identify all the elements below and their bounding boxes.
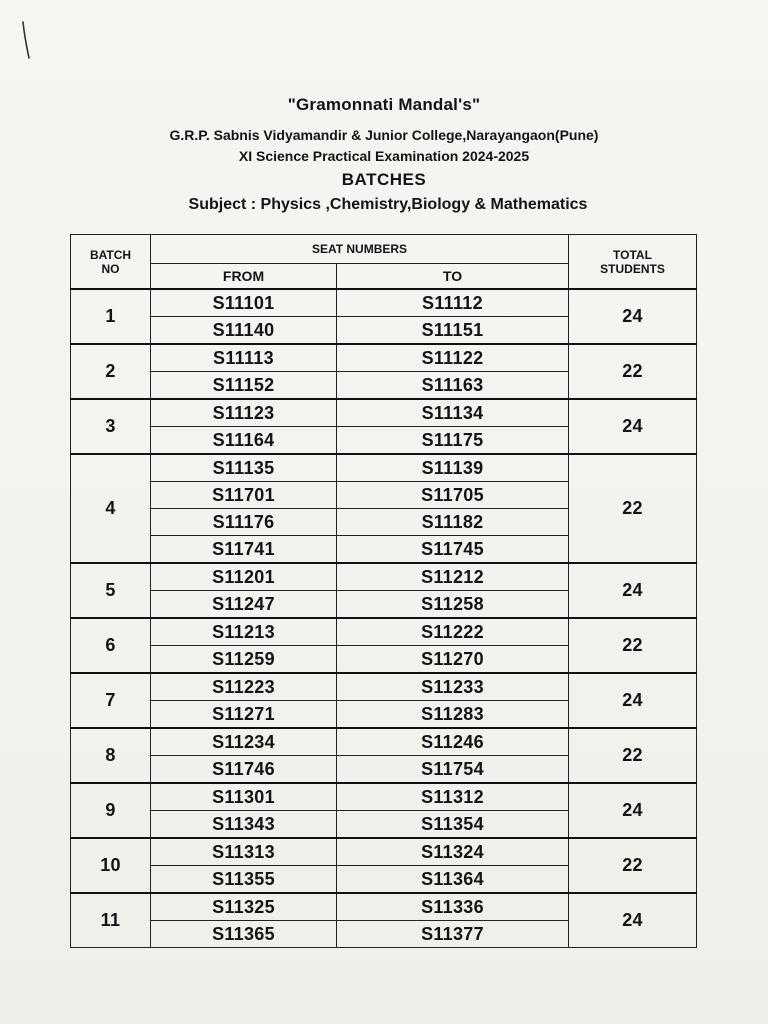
- batch-number-cell: 10: [71, 838, 151, 893]
- seat-to-cell: S11212: [337, 563, 569, 591]
- seat-to-cell: S11377: [337, 921, 569, 948]
- table-row: [71, 728, 697, 756]
- seat-to-cell: S11364: [337, 866, 569, 894]
- seat-from-cell: S11101: [151, 289, 337, 317]
- seat-to-cell: S11258: [337, 591, 569, 619]
- batch-number-cell: 3: [71, 399, 151, 454]
- batch-number-cell: 7: [71, 673, 151, 728]
- seat-to-cell: S11182: [337, 509, 569, 536]
- seat-to-cell: S11163: [337, 372, 569, 400]
- seat-from-cell: S11213: [151, 618, 337, 646]
- seat-from-cell: S11234: [151, 728, 337, 756]
- seat-from-cell: S11701: [151, 482, 337, 509]
- table-row: [71, 673, 697, 701]
- batch-number-cell: 8: [71, 728, 151, 783]
- seat-numbers-header: SEAT NUMBERS: [151, 235, 569, 264]
- to-header: TO: [337, 264, 569, 290]
- batches-table: [70, 234, 697, 948]
- seat-to-cell: S11283: [337, 701, 569, 729]
- seat-to-cell: S11354: [337, 811, 569, 839]
- seat-to-cell: S11312: [337, 783, 569, 811]
- batch-number-cell: 11: [71, 893, 151, 948]
- seat-to-cell: S11222: [337, 618, 569, 646]
- total-header-line1: TOTAL: [613, 247, 652, 262]
- pen-stroke-mark: [20, 20, 34, 62]
- table-row: [71, 618, 697, 646]
- seat-to-cell: S11745: [337, 536, 569, 564]
- table-row: [71, 454, 697, 482]
- batch-number-cell: 1: [71, 289, 151, 344]
- seat-from-cell: S11741: [151, 536, 337, 564]
- total-students-cell: 22: [569, 838, 697, 893]
- total-header-line2: STUDENTS: [600, 261, 665, 276]
- organization-name: "Gramonnati Mandal's": [287, 95, 481, 114]
- total-students-cell: 24: [569, 289, 697, 344]
- seat-from-cell: S11140: [151, 317, 337, 345]
- seat-to-cell: S11139: [337, 454, 569, 482]
- seat-from-cell: S11301: [151, 783, 337, 811]
- table-row: [71, 783, 697, 811]
- exam-title: XI Science Practical Examination 2024-2025: [238, 148, 530, 164]
- batch-number-cell: 6: [71, 618, 151, 673]
- table-row: [71, 289, 697, 317]
- seat-from-cell: S11325: [151, 893, 337, 921]
- seat-from-cell: S11201: [151, 563, 337, 591]
- seat-from-cell: S11176: [151, 509, 337, 536]
- table-row: [71, 344, 697, 372]
- total-students-cell: 24: [569, 673, 697, 728]
- seat-from-cell: S11746: [151, 756, 337, 784]
- table-row: [71, 399, 697, 427]
- seat-from-cell: S11271: [151, 701, 337, 729]
- total-students-header: [569, 235, 697, 290]
- total-students-cell: 24: [569, 399, 697, 454]
- table-row: [71, 893, 697, 921]
- batch-header-line2: NO: [101, 261, 120, 276]
- seat-from-cell: S11247: [151, 591, 337, 619]
- seat-to-cell: S11705: [337, 482, 569, 509]
- total-students-cell: 22: [569, 728, 697, 783]
- seat-to-cell: S11270: [337, 646, 569, 674]
- seat-to-cell: S11754: [337, 756, 569, 784]
- seat-to-cell: S11336: [337, 893, 569, 921]
- from-header: FROM: [151, 264, 337, 290]
- seat-from-cell: S11365: [151, 921, 337, 948]
- batch-number-cell: 4: [71, 454, 151, 563]
- seat-to-cell: S11122: [337, 344, 569, 372]
- seat-from-cell: S11355: [151, 866, 337, 894]
- total-students-cell: 22: [569, 618, 697, 673]
- total-students-cell: 24: [569, 783, 697, 838]
- seat-from-cell: S11259: [151, 646, 337, 674]
- seat-to-cell: S11151: [337, 317, 569, 345]
- total-students-cell: 24: [569, 563, 697, 618]
- seat-to-cell: S11112: [337, 289, 569, 317]
- seat-to-cell: S11233: [337, 673, 569, 701]
- college-name: G.R.P. Sabnis Vidyamandir & Junior College,Narayangaon(Pune): [169, 127, 599, 143]
- batches-table-body: [71, 289, 697, 948]
- seat-from-cell: S11135: [151, 454, 337, 482]
- subject-line: Subject : Physics ,Chemistry,Biology & Mathematics: [188, 196, 588, 213]
- page-title: BATCHES: [341, 170, 427, 189]
- batch-no-header: [71, 235, 151, 290]
- table-row: [71, 563, 697, 591]
- seat-to-cell: S11246: [337, 728, 569, 756]
- seat-from-cell: S11313: [151, 838, 337, 866]
- table-row: [71, 838, 697, 866]
- seat-from-cell: S11223: [151, 673, 337, 701]
- seat-from-cell: S11113: [151, 344, 337, 372]
- seat-from-cell: S11343: [151, 811, 337, 839]
- total-students-cell: 22: [569, 344, 697, 399]
- seat-from-cell: S11164: [151, 427, 337, 455]
- batch-header-line1: BATCH: [89, 247, 132, 262]
- seat-to-cell: S11324: [337, 838, 569, 866]
- total-students-cell: 22: [569, 454, 697, 563]
- batch-number-cell: 2: [71, 344, 151, 399]
- seat-from-cell: S11123: [151, 399, 337, 427]
- seat-to-cell: S11134: [337, 399, 569, 427]
- batch-number-cell: 9: [71, 783, 151, 838]
- seat-from-cell: S11152: [151, 372, 337, 400]
- total-students-cell: 24: [569, 893, 697, 948]
- seat-to-cell: S11175: [337, 427, 569, 455]
- batch-number-cell: 5: [71, 563, 151, 618]
